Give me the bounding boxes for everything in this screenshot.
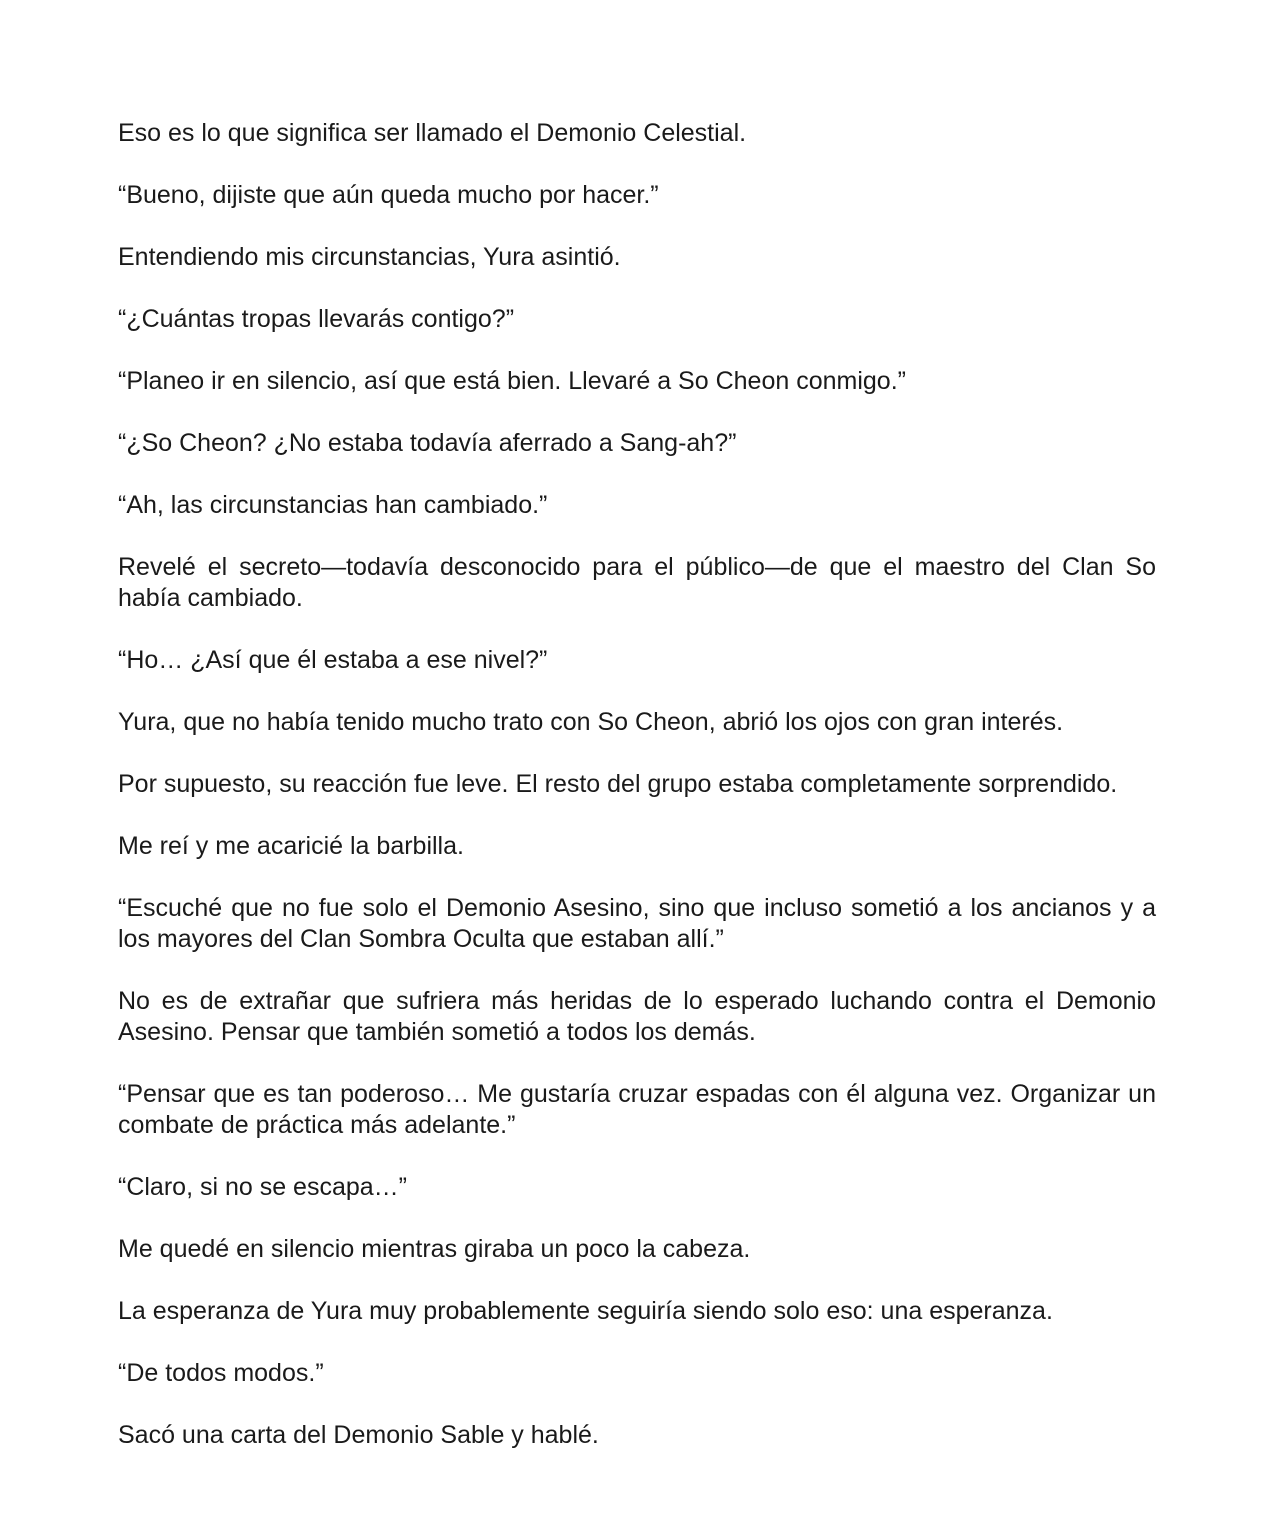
paragraph: La esperanza de Yura muy probablemente seguiría siendo solo eso: una esperanza.: [118, 1297, 1053, 1325]
paragraph: “Pensar que es tan poderoso… Me gustaría cruzar espadas con él alguna vez. Organizar un combate de práctica más adelante.”: [118, 1080, 1156, 1139]
paragraph: “Escuché que no fue solo el Demonio Asesino, sino que incluso sometió a los ancianos y a los mayores del Clan Sombra Oculta que estaban allí.”: [118, 894, 1156, 953]
paragraph: “Ho… ¿Así que él estaba a ese nivel?”: [118, 646, 548, 674]
paragraph: “Ah, las circunstancias han cambiado.”: [118, 491, 548, 519]
paragraph: “¿Cuántas tropas llevarás contigo?”: [118, 305, 515, 333]
paragraph: Me quedé en silencio mientras giraba un poco la cabeza.: [118, 1235, 751, 1263]
paragraph: Me reí y me acaricié la barbilla.: [118, 832, 464, 860]
paragraph: No es de extrañar que sufriera más heridas de lo esperado luchando contra el Demonio Asesino. Pensar que también sometió a todos los demás.: [118, 987, 1156, 1046]
paragraph: “Claro, si no se escapa…”: [118, 1173, 408, 1201]
paragraph: Sacó una carta del Demonio Sable y hablé.: [118, 1421, 599, 1449]
paragraph: “¿So Cheon? ¿No estaba todavía aferrado a Sang-ah?”: [118, 429, 737, 457]
paragraph: “Bueno, dijiste que aún queda mucho por hacer.”: [118, 181, 659, 209]
paragraph: Por supuesto, su reacción fue leve. El resto del grupo estaba completamente sorprendido.: [118, 770, 1118, 798]
paragraph: Revelé el secreto—todavía desconocido para el público—de que el maestro del Clan So había cambiado.: [118, 553, 1156, 612]
paragraph: Eso es lo que significa ser llamado el Demonio Celestial.: [118, 119, 747, 147]
paragraph: Entendiendo mis circunstancias, Yura asintió.: [118, 243, 621, 271]
paragraph: “Planeo ir en silencio, así que está bien. Llevaré a So Cheon conmigo.”: [118, 367, 906, 395]
paragraph: Yura, que no había tenido mucho trato con So Cheon, abrió los ojos con gran interés.: [118, 708, 1064, 736]
document-page: [118, 118, 1156, 1482]
paragraph: “De todos modos.”: [118, 1359, 324, 1387]
